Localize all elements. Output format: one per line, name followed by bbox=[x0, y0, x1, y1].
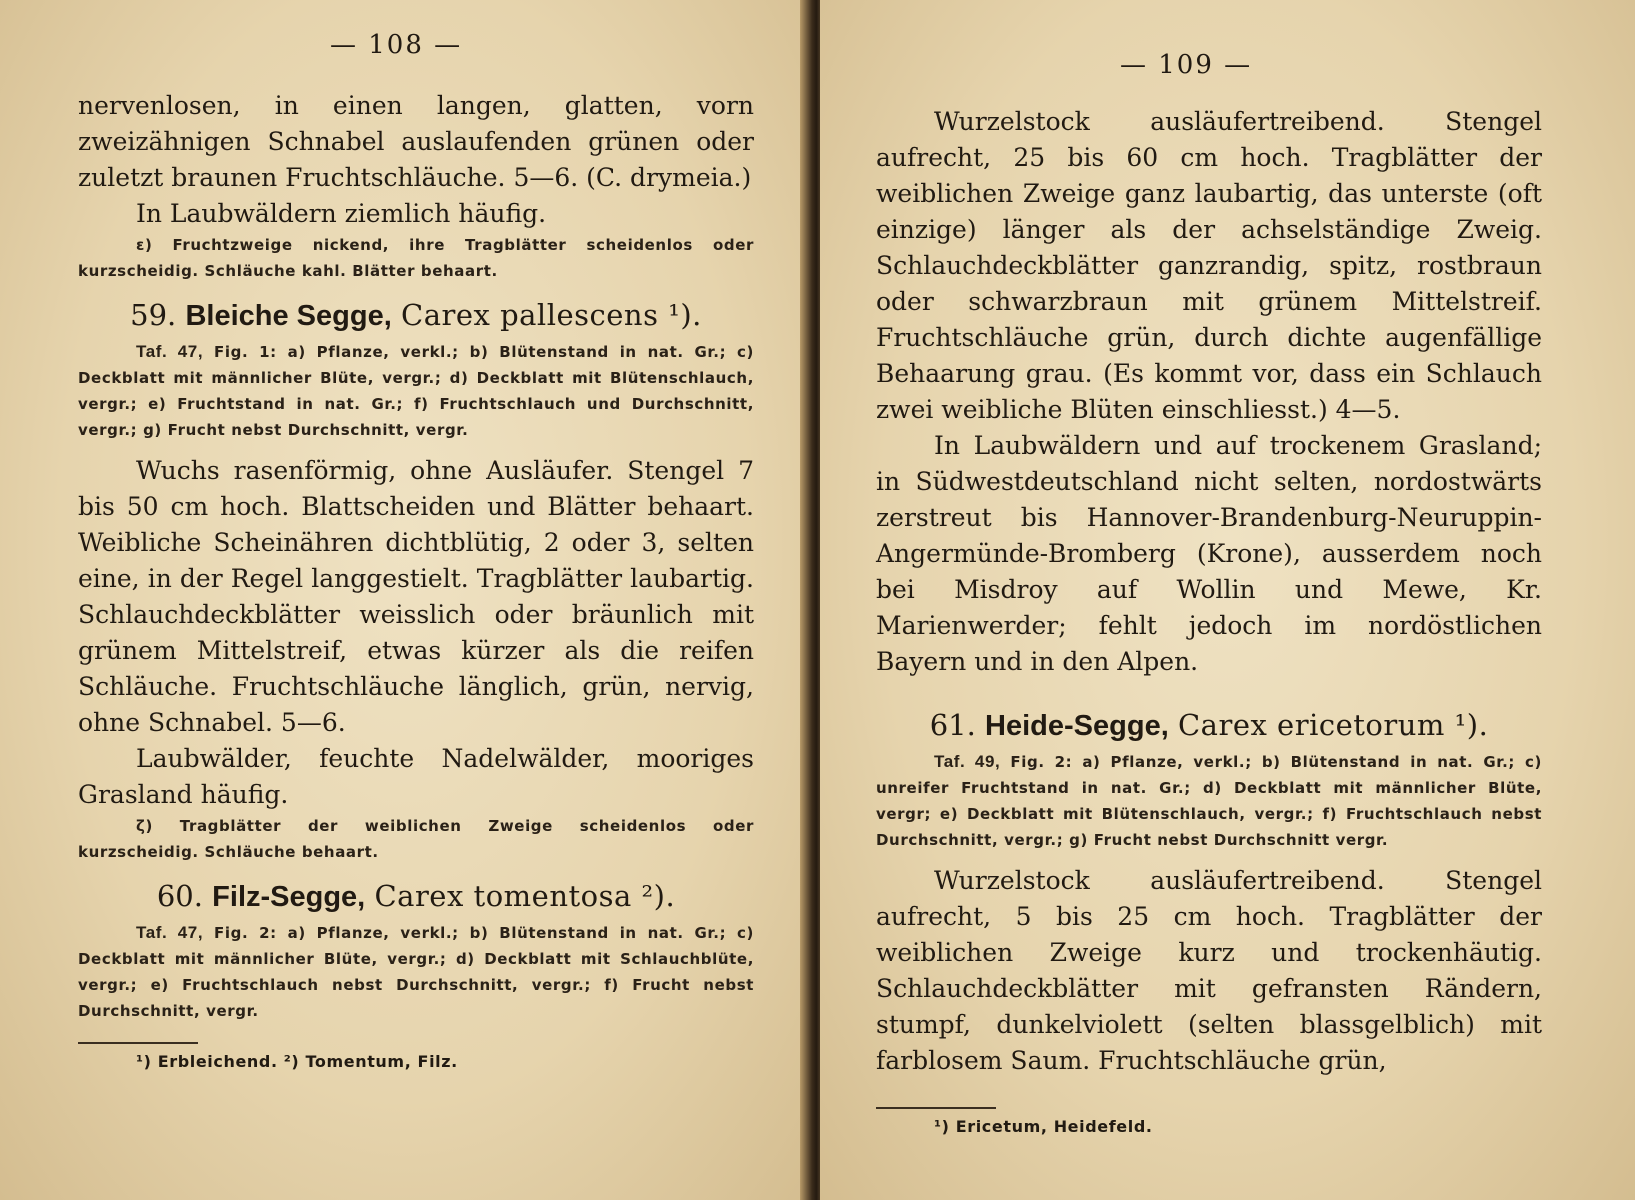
plate-reference bbox=[78, 920, 754, 1024]
species-61-heading bbox=[876, 708, 1542, 743]
species-description: Wurzelstock ausläufertreibend. Stengel aufrecht, 25 bis 60 cm hoch. Tragblätter der weiblichen Zweige ganz laubartig, das unterste (oft einzige) länger als der achselständige Zweig. Schlauchdeckblätter ganzrandig, spitz, rostbraun oder schwarzbraun mit grünem Mittelstreif. Fruchtschläuche grün, durch dichte augenfällige Behaarung grau. (Es kommt vor, dass ein Schlauch zwei weibliche Blüten einschliesst.) 4—5. bbox=[876, 107, 1542, 424]
species-habitat: Laubwälder, feuchte Nadelwälder, mooriges Grasland häufig. bbox=[78, 744, 754, 809]
plate-label: Taf. 49, bbox=[934, 752, 1001, 771]
habitat-paragraph: In Laubwäldern ziemlich häufig. bbox=[136, 199, 547, 228]
plate-figure-text: Fig. 2: a) Pflanze, verkl.; b) Blütenstand in nat. Gr.; c) unreifer Fruchtstand in nat. Gr.; d) Deckblatt mit männlicher Blüte, vergr; e) Deckblatt mit Blütenschlauch, vergr.; f) Fruchtschlauch nebst Durchschnitt, vergr.; g) Frucht nebst Durchschnitt vergr. bbox=[876, 753, 1543, 849]
paragraph-continuation: nervenlosen, in einen langen, glatten, vorn zweizähnigen Schnabel auslaufenden grünen oder zuletzt braunen Fruchtschläuche. 5—6. (C. drymeia.) bbox=[78, 91, 754, 192]
footnote-rule bbox=[78, 1042, 198, 1044]
plate-figure-text: Fig. 1: a) Pflanze, verkl.; b) Blütenstand in nat. Gr.; c) Deckblatt mit männlicher Blüte, vergr.; d) Deckblatt mit Blütenschlauch, vergr.; e) Fruchtstand in nat. Gr.; f) Fruchtschlauch und Durchschnitt, vergr.; g) Frucht nebst Durchschnitt, vergr. bbox=[78, 343, 754, 439]
species-common-name: Heide-Segge, bbox=[985, 710, 1169, 742]
species-number: 61. bbox=[929, 708, 976, 742]
species-distribution: In Laubwäldern und auf trockenem Grasland; in Südwestdeutschland nicht selten, nordostwärts zerstreut bis Hannover-Brandenburg-Neuruppin-Angermünde-Bromberg (Krone), ausserdem noch bei Misdroy auf Wollin und Mewe, Kr. Marienwerder; fehlt jedoch im nordöstlichen Bayern und in den Alpen. bbox=[876, 431, 1542, 676]
species-description: Wuchs rasenförmig, ohne Ausläufer. Stengel 7 bis 50 cm hoch. Blattscheiden und Blätter behaart. Weibliche Scheinähren dichtblütig, 2 oder 3, selten eine, in der Regel langgestielt. Tragblätter laubartig. Schlauchdeckblätter weisslich oder bräunlich mit grünem Mittelstreif, etwas kürzer als die reifen Schläuche. Fruchtschläuche länglich, grün, nervig, ohne Schnabel. 5—6. bbox=[78, 456, 754, 737]
plate-figure-text: Fig. 2: a) Pflanze, verkl.; b) Blütenstand in nat. Gr.; c) Deckblatt mit männlicher Blüte, vergr.; d) Deckblatt mit Schlauchblüte, vergr.; e) Fruchtschlauch nebst Durchschnitt, vergr.; f) Frucht nebst Durchschnitt, vergr. bbox=[78, 924, 754, 1020]
plate-reference bbox=[876, 749, 1542, 853]
species-common-name: Bleiche Segge, bbox=[185, 300, 392, 332]
left-page bbox=[0, 0, 810, 1200]
page-number-109: — 109 — bbox=[1120, 50, 1253, 80]
species-common-name: Filz-Segge, bbox=[212, 881, 366, 913]
species-latin-name: Carex pallescens ¹). bbox=[401, 298, 702, 332]
footnote: ¹) Ericetum, Heidefeld. bbox=[934, 1117, 1153, 1136]
species-number: 60. bbox=[156, 879, 203, 913]
group-note-zeta: ζ) Tragblätter der weiblichen Zweige scheidenlos oder kurzscheidig. Schläuche behaart. bbox=[78, 817, 754, 861]
species-60-heading bbox=[78, 879, 754, 914]
species-number: 59. bbox=[130, 298, 177, 332]
plate-reference bbox=[78, 339, 754, 443]
plate-label: Taf. 47, bbox=[136, 923, 204, 942]
left-page-body bbox=[78, 88, 754, 1071]
plate-label: Taf. 47, bbox=[136, 342, 204, 361]
footnote-rule bbox=[876, 1107, 996, 1109]
species-59-heading bbox=[78, 298, 754, 333]
right-page-body bbox=[876, 104, 1542, 1136]
species-latin-name: Carex tomentosa ²). bbox=[374, 879, 676, 913]
species-description: Wurzelstock ausläufertreibend. Stengel aufrecht, 5 bis 25 cm hoch. Tragblätter der weiblichen Zweige kurz und trockenhäutig. Schlauchdeckblätter mit gefransten Rändern, stumpf, dunkelviolett (selten blassgelblich) mit farblosem Saum. Fruchtschläuche grün, bbox=[876, 866, 1542, 1075]
page-number-108: — 108 — bbox=[330, 30, 463, 60]
group-note-epsilon: ε) Fruchtzweige nickend, ihre Tragblätter scheidenlos oder kurzscheidig. Schläuche kahl. Blätter behaart. bbox=[78, 236, 754, 280]
right-page bbox=[820, 0, 1635, 1200]
species-latin-name: Carex ericetorum ¹). bbox=[1177, 708, 1489, 742]
footnote: ¹) Erbleichend. ²) Tomentum, Filz. bbox=[136, 1052, 458, 1071]
